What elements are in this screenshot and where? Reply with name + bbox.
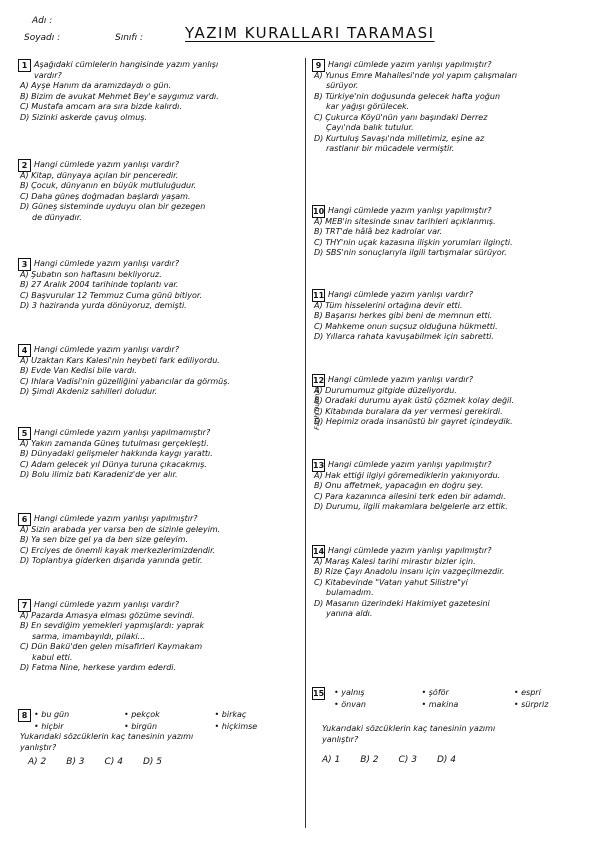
option-a[interactable]: A) Pazarda Amasya elması gözüme sevindi. (20, 610, 195, 620)
question-text: Hangi cümlede yazım yanlışı vardır? (328, 375, 474, 384)
question-number: 8 (18, 709, 31, 722)
option-b[interactable]: B) TRT'de hâlâ bez kadrolar var. (314, 227, 443, 236)
question-12 (312, 375, 584, 428)
option-d[interactable]: D) Güneş sisteminde uyduyu olan bir gezegen (20, 202, 206, 211)
option-d[interactable]: D) 3 haziranda yurda dönüyoruz, demişti. (20, 301, 187, 310)
option-c[interactable]: C) Para kazanınca ailesini terk eden bir adamdı. (314, 491, 506, 501)
option-b[interactable]: B) Rize Çayı Anadolu insanı için vazgeçilmezdir. (314, 567, 505, 576)
question-text: Hangi cümlede yazım yanlışı vardır? (328, 290, 474, 299)
word-item: • sürpriz (513, 699, 549, 709)
question-5 (18, 428, 300, 481)
question-14 (312, 546, 584, 620)
question-text: Hangi cümlede yazım yanlışı yapılmamıştır? (34, 428, 211, 437)
option-c[interactable]: C) Erciyes de önemli kayak merkezlerimizdendir. (20, 545, 216, 555)
surname-label: Soyadı : (24, 33, 61, 43)
question-text: yanlıştır? (20, 742, 57, 752)
option-d[interactable]: D) SBS'nin sonuçlarıyla ilgili tartışmalar sürüyor. (314, 248, 507, 257)
author-side-label: Fatih Durmaz (312, 386, 321, 430)
column-divider (305, 58, 306, 828)
option-a[interactable]: A) Kitap, dünyaya açılan bir penceredir. (20, 170, 179, 180)
page-title: YAZIM KURALLARI TARAMASI (185, 24, 435, 42)
option-d[interactable]: D) 4 (436, 755, 456, 765)
option-a[interactable]: A) Yakın zamanda Güneş tutulması gerçekleşti. (20, 438, 209, 448)
answer-row (312, 755, 584, 766)
question-11 (312, 290, 584, 343)
option-c[interactable]: C) Adam gelecek yıl Dünya turuna çıkacakmış. (20, 459, 207, 469)
question-text: Hangi cümlede yazım yanlışı vardır? (34, 160, 180, 169)
class-label: Sınıfı : (115, 33, 143, 43)
question-text: Hangi cümlede yazım yanlışı vardır? (34, 345, 180, 354)
option-a[interactable]: A) Durumumuz gitgide düzeliyordu. (314, 385, 457, 395)
option-c[interactable]: C) Çukurca Köyü'nün yanı başındaki Derrez (314, 112, 488, 122)
option-a[interactable]: A) Uzaktan Kars Kalesi'nin heybeti fark ediliyordu. (20, 355, 220, 365)
word-item: • hiçbir (34, 721, 64, 731)
option-d[interactable]: D) Toplantıya giderken dışarıda yanında getir. (20, 556, 203, 565)
question-1 (18, 60, 300, 123)
word-item: • bu gün (34, 710, 70, 719)
option-c[interactable]: C) Mahkeme onun suçsuz olduğuna hükmetti. (314, 321, 498, 331)
question-number: 14 (313, 547, 325, 556)
question-13 (312, 460, 584, 513)
option-a[interactable]: A) Sizin arabada yer varsa ben de sizinle geleyim. (20, 524, 221, 534)
question-text: Hangi cümlede yazım yanlışı yapılmıştır? (328, 460, 492, 469)
option-d[interactable]: D) Yıllarca rahata kavuşabilmek için sabretti. (314, 332, 494, 341)
option-b[interactable]: B) 2 (360, 755, 379, 765)
question-number: 2 (18, 159, 31, 172)
option-d-cont: de dünyadır. (32, 212, 82, 222)
question-8 (18, 708, 300, 768)
option-a[interactable]: A) Maraş Kalesi tarihi mirastır bizler için. (314, 556, 476, 566)
option-d[interactable]: D) Fatma Nine, herkese yardım ederdi. (20, 663, 177, 672)
question-text: Hangi cümlede yazım yanlışı yapılmıştır? (328, 206, 492, 215)
option-b-cont: sarma, imambayıldı, pilaki... (32, 631, 146, 641)
option-a[interactable]: A) Şubatın son haftasını bekliyoruz. (20, 269, 162, 279)
question-3 (18, 259, 300, 312)
word-item: • hiçkimse (214, 721, 258, 731)
option-d[interactable]: D) Hepimiz orada insanüstü bir gayret içindeydik. (314, 417, 513, 426)
question-text: Aşağıdaki cümlelerin hangisinde yazım yanlışı (34, 60, 219, 69)
option-c[interactable]: C) Kitabevinde "Vatan yahut Silistre"yi (314, 577, 468, 587)
option-b[interactable]: B) 3 (66, 757, 85, 767)
question-number: 13 (313, 461, 325, 470)
option-a[interactable]: A) Tüm hisselerini ortağına devir etti. (314, 300, 463, 310)
word-item: • birkaç (214, 710, 247, 719)
option-c-cont: kabul etti. (32, 652, 73, 662)
option-c[interactable]: C) Ihlara Vadisi'nin güzelliğini yabancılar da görmüş. (20, 376, 230, 386)
answer-row (18, 757, 300, 768)
option-c[interactable]: C) Daha güneş doğmadan başlardı yaşam. (20, 191, 191, 201)
question-7 (18, 600, 300, 674)
option-a[interactable]: A) MEB'in sitesinde sınav tarihleri açıklanmış. (314, 216, 496, 226)
option-d[interactable]: D) Şimdi Akdeniz sahilleri doludur. (20, 387, 158, 396)
question-number: 11 (313, 291, 325, 300)
question-text: Yukarıdaki sözcüklerin kaç tanesinin yazımı (20, 732, 194, 741)
question-text: Yukarıdaki sözcüklerin kaç tanesinin yazımı (322, 724, 496, 733)
question-number: 15 (313, 689, 325, 698)
option-c-cont: bulamadım. (326, 588, 374, 597)
option-b[interactable]: B) Türkiye'nin doğusunda gelecek hafta yoğun (314, 91, 501, 101)
option-a[interactable]: A) Yunus Emre Mahallesi'nde yol yapım çalışmaları (314, 70, 518, 80)
question-4 (18, 345, 300, 398)
option-a-cont: sürüyor. (326, 81, 359, 90)
question-text: Hangi cümlede yazım yanlışı vardır? (34, 259, 180, 268)
option-d[interactable]: D) Bolu ilimiz batı Karadeniz'de yer alır. (20, 470, 178, 479)
question-number: 4 (18, 344, 31, 357)
option-d-cont: yanına aldı. (326, 609, 373, 618)
option-c[interactable]: C) Mustafa amcam ara sıra bizde kalırdı. (20, 102, 182, 111)
word-item: • şöför (421, 688, 449, 697)
option-d-cont: rastlanır bir mücadele vermiştir. (326, 144, 455, 153)
option-d[interactable]: D) 5 (142, 757, 162, 767)
word-item: • yalnış (334, 688, 365, 697)
word-item: • pekçok (123, 710, 160, 719)
option-b[interactable]: B) Onu affetmek, yapacağın en doğru şey. (314, 481, 484, 490)
question-number: 6 (18, 513, 31, 526)
option-b[interactable]: B) En sevdiğim yemekleri yapmışlardı: yaprak (20, 621, 205, 630)
option-c[interactable]: C) Başvurular 12 Temmuz Cuma günü bitiyor. (20, 290, 202, 300)
question-2 (18, 160, 300, 223)
option-a[interactable]: A) Ayşe Hanım da aramızdaydı o gün. (20, 81, 172, 90)
question-number: 3 (18, 258, 31, 271)
option-b[interactable]: B) Bizim de avukat Mehmet Bey'e saygımız vardı. (20, 91, 219, 101)
option-c[interactable]: C) 3 (398, 755, 417, 765)
question-number: 10 (313, 207, 325, 216)
option-c[interactable]: C) Dün Bakü'den gelen misafirleri Kaymakam (20, 642, 203, 651)
name-label: Adı : (32, 16, 53, 26)
question-number: 12 (313, 376, 325, 385)
option-b[interactable]: B) Oradaki durumu ayak üstü çözmek kolay değil. (314, 396, 515, 405)
option-a[interactable]: A) 2 (28, 757, 47, 767)
option-d[interactable]: D) Sizinki askerde çavuş olmuş. (20, 112, 147, 122)
option-a[interactable]: A) Hak ettiği ilgiyi göremediklerin yakınıyordu. (314, 470, 501, 480)
question-9 (312, 60, 584, 155)
option-b[interactable]: B) 27 Aralık 2004 tarihinde toplantı var. (20, 280, 179, 289)
option-b-cont: kar yağışı görülecek. (326, 102, 410, 111)
question-15 (312, 686, 584, 766)
option-d[interactable]: D) Masanın üzerindeki Hakimiyet gazetesini (314, 598, 490, 608)
option-c[interactable]: C) 4 (104, 757, 123, 767)
question-text: Hangi cümlede yazım yanlışı yapılmıştır? (328, 60, 492, 69)
word-item: • birgün (123, 721, 158, 731)
option-b[interactable]: B) Dünyadaki gelişmeler hakkında kaygı yarattı. (20, 449, 213, 458)
question-number: 5 (18, 427, 31, 440)
question-text: vardır? (34, 70, 62, 80)
option-c[interactable]: C) THY'nin uçak kazasına ilişkin yorumları ilginçti. (314, 237, 513, 247)
option-d[interactable]: D) Durumu, ilgili makamlara belgelerle arz ettik. (314, 502, 508, 511)
question-number: 7 (18, 599, 31, 612)
option-b[interactable]: B) Çocuk, dünyanın en büyük mutluluğudur. (20, 181, 197, 190)
option-c-cont: Çayı'nda balık tutulur. (326, 123, 414, 132)
question-text: Hangi cümlede yazım yanlışı vardır? (34, 600, 180, 609)
option-c[interactable]: C) Kitabında buralara da yer vermesi gerekirdi. (314, 406, 503, 416)
option-d[interactable]: D) Kurtuluş Savaşı'nda milletimiz, eşine az (314, 133, 485, 143)
option-b[interactable]: B) Ya sen bize gel ya da ben size geleyim. (20, 535, 188, 544)
question-10 (312, 206, 584, 259)
question-text: yanlıştır? (322, 734, 359, 744)
word-item: • makina (421, 699, 459, 709)
word-item: • önvan (334, 699, 366, 709)
question-text: Hangi cümlede yazım yanlışı yapılmıştır? (328, 546, 492, 555)
question-number: 9 (312, 59, 325, 72)
question-6 (18, 514, 300, 567)
option-a[interactable]: A) 1 (322, 755, 341, 765)
option-b[interactable]: B) Başarısı herkes gibi beni de memnun etti. (314, 311, 493, 320)
question-number: 1 (18, 59, 31, 72)
question-text: Hangi cümlede yazım yanlışı yapılmıştır? (34, 514, 198, 523)
word-item: • espri (513, 688, 541, 697)
option-b[interactable]: B) Evde Van Kedisi bile vardı. (20, 366, 137, 375)
